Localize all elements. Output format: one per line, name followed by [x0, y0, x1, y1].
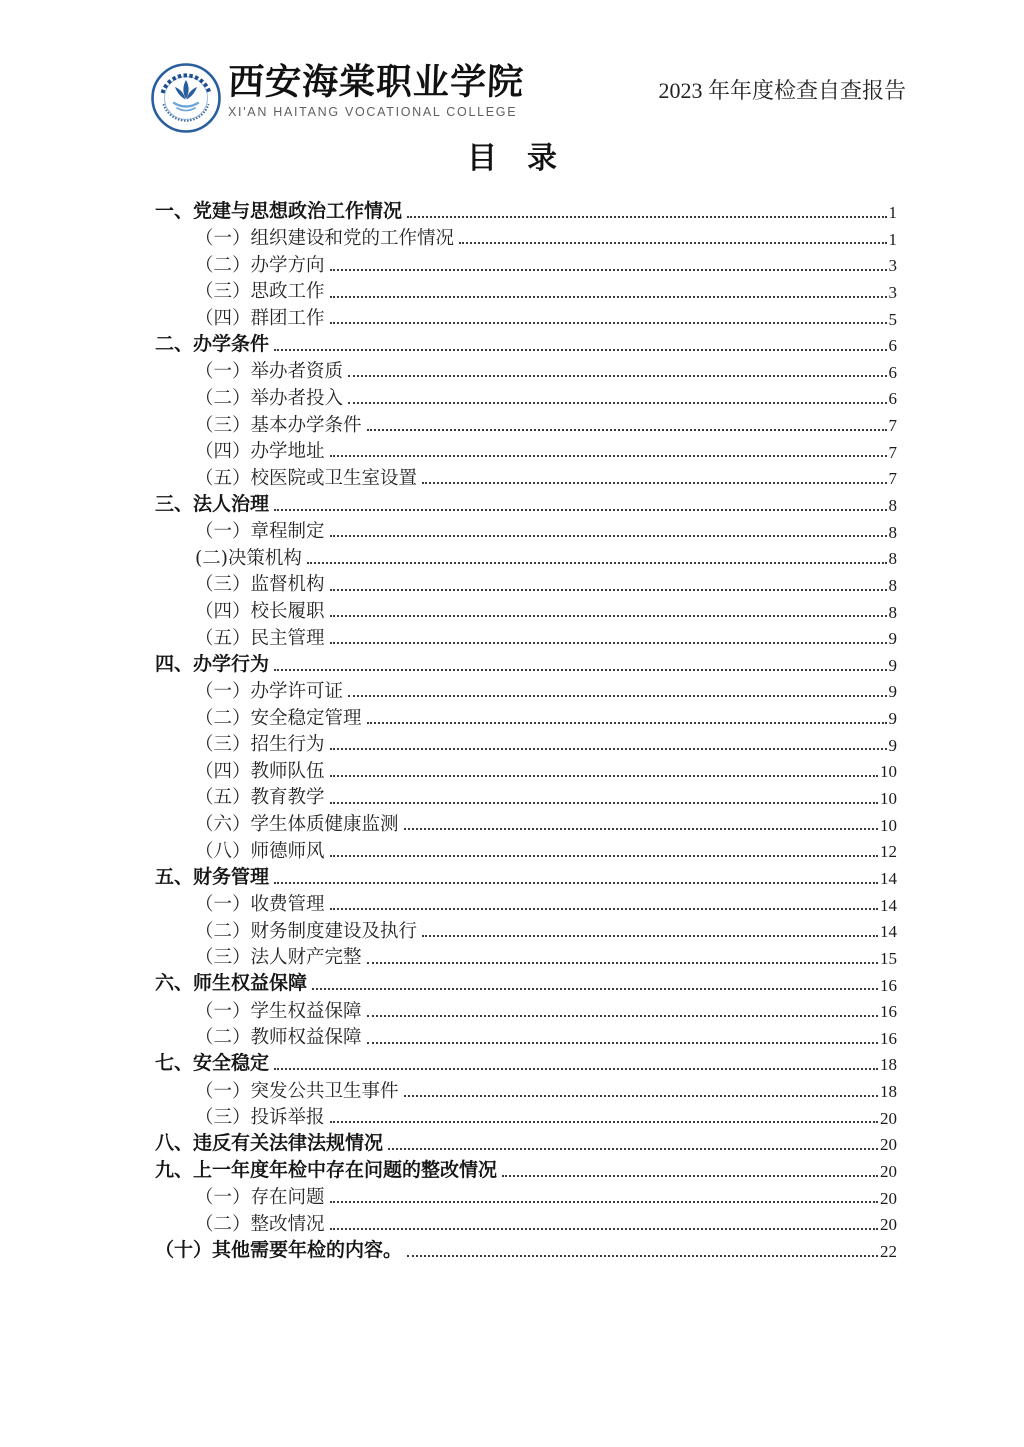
dot-leader — [330, 322, 887, 324]
toc-entry-label: （一）存在问题 — [195, 1187, 325, 1209]
toc-entry-page: 20 — [880, 1162, 897, 1182]
toc-entry — [155, 995, 897, 1022]
toc-entry-page: 10 — [880, 789, 897, 809]
toc-entry-label: （三）基本办学条件 — [195, 414, 362, 436]
toc-entry — [155, 542, 897, 569]
toc-entry-label: （五）民主管理 — [195, 627, 325, 649]
toc-entry — [155, 942, 897, 969]
page-title: 目 录 — [467, 142, 557, 175]
toc-entry-page: 9 — [888, 709, 897, 729]
dot-leader — [274, 1068, 878, 1070]
toc-entry-page: 9 — [888, 629, 897, 649]
toc-entry-label: （一）章程制定 — [195, 521, 325, 543]
college-brand — [150, 62, 524, 134]
toc-entry-label: 七、安全稳定 — [155, 1053, 270, 1075]
toc-entry — [155, 489, 897, 516]
toc-entry — [155, 223, 897, 250]
toc-entry-label: （二）办学方向 — [195, 254, 325, 276]
toc-entry-page: 8 — [888, 575, 897, 595]
toc-entry-page: 14 — [880, 922, 897, 942]
toc-entry-page: 3 — [888, 256, 897, 276]
toc-entry — [155, 569, 897, 596]
toc-entry-label: 三、法人治理 — [155, 493, 270, 515]
dot-leader — [348, 402, 886, 404]
toc-entry-page: 6 — [888, 336, 897, 356]
dot-leader — [404, 1095, 878, 1097]
toc-entry — [155, 835, 897, 862]
toc-list — [155, 196, 897, 1262]
toc-entry-label: （八）师德师风 — [195, 840, 325, 862]
toc-entry — [155, 702, 897, 729]
toc-entry-page: 8 — [888, 549, 897, 569]
dot-leader — [330, 908, 878, 910]
toc-entry-label: （三）思政工作 — [195, 281, 325, 303]
dot-leader — [330, 455, 887, 457]
toc-entry-page: 8 — [888, 522, 897, 542]
toc-entry — [155, 196, 897, 223]
toc-entry-page: 7 — [888, 469, 897, 489]
toc-entry — [155, 729, 897, 756]
toc-entry-label: （五）校医院或卫生室设置 — [195, 467, 418, 489]
toc-entry — [155, 516, 897, 543]
toc-entry-label: （三）招生行为 — [195, 734, 325, 756]
dot-leader — [330, 296, 887, 298]
dot-leader — [407, 216, 886, 218]
toc-entry — [155, 1022, 897, 1049]
college-name-block — [228, 62, 524, 119]
toc-entry — [155, 1182, 897, 1209]
toc-entry — [155, 596, 897, 623]
toc-entry — [155, 303, 897, 330]
toc-entry-page: 5 — [888, 309, 897, 329]
toc-entry-label: （六）学生体质健康监测 — [195, 814, 399, 836]
toc-entry-label: （四）办学地址 — [195, 441, 325, 463]
college-name-en: XI'AN HAITANG VOCATIONAL COLLEGE — [228, 104, 518, 119]
toc-entry — [155, 862, 897, 889]
toc-entry-label: 九、上一年度年检中存在问题的整改情况 — [155, 1159, 498, 1181]
dot-leader — [274, 349, 886, 351]
toc-entry-label: （二）举办者投入 — [195, 387, 344, 409]
toc-entry — [155, 755, 897, 782]
toc-entry-label: （四）群团工作 — [195, 307, 325, 329]
toc-entry — [155, 1128, 897, 1155]
dot-leader — [459, 242, 886, 244]
toc-entry-label: 八、违反有关法律法规情况 — [155, 1133, 384, 1155]
dot-leader — [312, 988, 878, 990]
toc-entry — [155, 1075, 897, 1102]
toc-entry — [155, 809, 897, 836]
toc-entry — [155, 462, 897, 489]
toc-entry-page: 18 — [880, 1055, 897, 1075]
toc-entry-page: 16 — [880, 1028, 897, 1048]
toc-entry-page: 20 — [880, 1135, 897, 1155]
dot-leader — [367, 1015, 878, 1017]
dot-leader — [330, 802, 878, 804]
toc-entry-label: 六、师生权益保障 — [155, 973, 308, 995]
toc-entry-page: 10 — [880, 815, 897, 835]
toc-entry — [155, 969, 897, 996]
toc-entry-page: 16 — [880, 975, 897, 995]
toc-entry-label: （一）办学许可证 — [195, 680, 344, 702]
toc-entry — [155, 276, 897, 303]
toc-entry — [155, 436, 897, 463]
toc-entry — [155, 329, 897, 356]
toc-entry-page: 12 — [880, 842, 897, 862]
dot-leader — [330, 1201, 878, 1203]
toc-entry-page: 7 — [888, 416, 897, 436]
dot-leader — [330, 642, 887, 644]
dot-leader — [274, 509, 886, 511]
toc-entry — [155, 249, 897, 276]
toc-entry-page: 14 — [880, 868, 897, 888]
toc-entry-label: （三）监督机构 — [195, 574, 325, 596]
toc-entry-page: 14 — [880, 895, 897, 915]
toc-entry — [155, 649, 897, 676]
toc-entry-label: （五）教育教学 — [195, 787, 325, 809]
toc-entry — [155, 356, 897, 383]
toc-entry-page: 1 — [888, 229, 897, 249]
toc-entry — [155, 1208, 897, 1235]
dot-leader — [307, 562, 887, 564]
report-title: 2023 年年度检查自查报告 — [658, 78, 906, 103]
toc-entry — [155, 782, 897, 809]
dot-leader — [330, 775, 878, 777]
dot-leader — [348, 695, 886, 697]
toc-entry-page: 9 — [888, 735, 897, 755]
toc-entry-label: 二、办学条件 — [155, 334, 270, 355]
toc-entry-page: 7 — [888, 442, 897, 462]
dot-leader — [502, 1175, 878, 1177]
toc-entry — [155, 1155, 897, 1182]
dot-leader — [274, 669, 886, 671]
dot-leader — [330, 615, 887, 617]
dot-leader — [407, 1255, 878, 1257]
toc-entry-label: （一）组织建设和党的工作情况 — [195, 228, 455, 250]
dot-leader — [330, 1121, 878, 1123]
toc-entry-page: 18 — [880, 1082, 897, 1102]
toc-entry — [155, 676, 897, 703]
toc-entry-label: （一）学生权益保障 — [195, 1000, 362, 1022]
dot-leader — [367, 722, 887, 724]
page-header — [150, 62, 906, 134]
dot-leader — [404, 828, 878, 830]
dot-leader — [422, 935, 878, 937]
toc-entry-label: （十）其他需要年检的内容。 — [155, 1239, 403, 1261]
toc-entry-page: 20 — [880, 1215, 897, 1235]
dot-leader — [330, 269, 887, 271]
toc-entry-label: （二）财务制度建设及执行 — [195, 920, 418, 942]
dot-leader — [367, 962, 878, 964]
dot-leader — [330, 535, 887, 537]
toc-entry-label: （二）整改情况 — [195, 1213, 325, 1235]
toc-entry-label: （三）法人财产完整 — [195, 947, 362, 969]
college-name-zh: 西安海棠职业学院 — [227, 61, 525, 103]
toc-entry-label: （一）突发公共卫生事件 — [195, 1080, 399, 1102]
toc-entry — [155, 889, 897, 916]
toc-entry — [155, 1235, 897, 1262]
toc-entry-page: 9 — [888, 655, 897, 675]
toc-entry-label: 五、财务管理 — [155, 866, 270, 888]
toc-entry-page: 22 — [880, 1241, 897, 1261]
toc-entry-label: (二)决策机构 — [195, 547, 302, 569]
dot-leader — [388, 1148, 878, 1150]
toc-entry-label: （一）收费管理 — [195, 894, 325, 916]
toc-entry-page: 15 — [880, 948, 897, 968]
dot-leader — [330, 589, 887, 591]
toc-entry-label: （三）投诉举报 — [195, 1107, 325, 1129]
dot-leader — [422, 482, 886, 484]
dot-leader — [330, 748, 887, 750]
toc-entry-page: 8 — [888, 602, 897, 622]
toc-entry — [155, 622, 897, 649]
toc-entry — [155, 915, 897, 942]
toc-entry-label: （四）教师队伍 — [195, 760, 325, 782]
toc-entry-page: 10 — [880, 762, 897, 782]
toc-entry-label: 四、办学行为 — [155, 653, 270, 675]
toc-entry-page: 1 — [888, 202, 897, 222]
toc-entry-page: 20 — [880, 1108, 897, 1128]
toc-entry-page: 20 — [880, 1188, 897, 1208]
dot-leader — [367, 429, 887, 431]
toc-entry-page: 3 — [888, 282, 897, 302]
dot-leader — [348, 375, 886, 377]
dot-leader — [330, 1228, 878, 1230]
toc-entry-label: （二）教师权益保障 — [195, 1027, 362, 1049]
toc-entry — [155, 1049, 897, 1076]
toc-entry — [155, 1102, 897, 1129]
toc-entry-page: 8 — [888, 496, 897, 515]
toc-entry-label: （一）举办者资质 — [195, 361, 344, 383]
toc-entry-page: 9 — [888, 682, 897, 702]
toc-entry-label: （四）校长履职 — [195, 600, 325, 622]
college-seal-icon — [150, 62, 222, 134]
toc-entry-label: 一、党建与思想政治工作情况 — [155, 200, 403, 222]
toc-entry-label: （二）安全稳定管理 — [195, 707, 362, 729]
toc-entry — [155, 382, 897, 409]
toc-entry-page: 6 — [888, 362, 897, 382]
toc-entry-page: 16 — [880, 1002, 897, 1022]
dot-leader — [330, 855, 878, 857]
dot-leader — [367, 1042, 878, 1044]
toc-entry-page: 6 — [888, 389, 897, 409]
toc-entry — [155, 409, 897, 436]
dot-leader — [274, 882, 878, 884]
